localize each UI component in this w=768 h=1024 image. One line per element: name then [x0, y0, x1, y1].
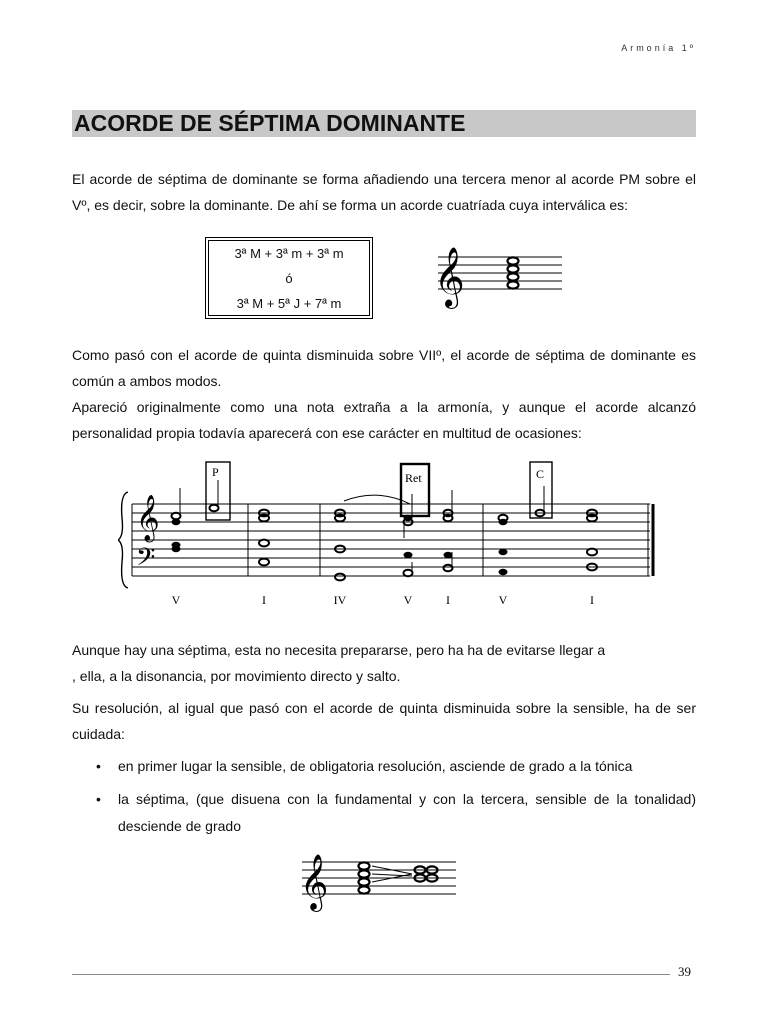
list-item: [72, 786, 696, 840]
roman-numeral: I: [590, 593, 594, 607]
treble-clef-icon: 𝄞: [136, 495, 160, 540]
bullet-icon: •: [96, 791, 101, 807]
intro-paragraph: El acorde de séptima de dominante se forma añadiendo una tercera menor al acorde PM sobre el Vº, es decir, sobre la dominante. De ahí se forma un acorde cuatríada cuya interválica es:: [72, 171, 696, 213]
resolution-list: [72, 753, 696, 846]
bullet-icon: •: [96, 758, 101, 774]
roman-numeral: I: [446, 593, 450, 607]
list-item-text: la séptima, (que disuena con la fundamental y con la tercera, sensible de la tonalidad) desciende de grado: [118, 791, 696, 834]
formula-line-2: ó: [285, 271, 293, 286]
section-title-bar: [72, 110, 696, 137]
label-c: C: [536, 467, 545, 481]
list-item-text: en primer lugar la sensible, de obligatoria resolución, asciende de grado a la tónica: [118, 758, 633, 774]
score-example: [118, 458, 658, 610]
roman-numeral: I: [262, 593, 266, 607]
page-number: 39: [678, 964, 691, 979]
bass-clef-icon: 𝄢: [136, 544, 156, 577]
treble-clef-icon: 𝄞: [300, 856, 329, 909]
list-item: [72, 753, 696, 780]
label-ret: Ret: [405, 471, 422, 485]
paragraph-origin: Apareció originalmente como una nota extraña a la armonía, y aunque el acorde alcanzó personalidad propia todavía aparecerá con ese carácter en multitud de ocasiones:: [72, 399, 696, 441]
dominant-seventh-chord-staff: [420, 238, 570, 310]
footer-divider: [72, 974, 670, 975]
roman-numeral: V: [498, 593, 508, 607]
formula-box: [205, 237, 373, 319]
roman-numeral: V: [171, 593, 181, 607]
label-p: P: [212, 465, 219, 479]
formula-line-3: 3ª M + 5ª J + 7ª m: [236, 296, 342, 311]
paragraph-preparation: [72, 637, 696, 689]
formula-line-1: 3ª M + 3ª m + 3ª m: [234, 246, 344, 261]
treble-clef-icon: 𝄞: [434, 249, 465, 306]
formula-inner: [208, 240, 370, 316]
brace-icon: [118, 492, 128, 588]
roman-numeral: IV: [333, 593, 347, 607]
section-title: ACORDE DE SÉPTIMA DOMINANTE: [74, 110, 466, 136]
paragraph-preparation-line-2: , ella, a la disonancia, por movimiento directo y salto.: [72, 668, 401, 684]
paragraph-common-modes: Como pasó con el acorde de quinta disminuida sobre VIIº, el acorde de séptima de dominante es común a ambos modos.: [72, 347, 696, 389]
resolution-staff: [296, 848, 466, 918]
paragraph-preparation-line-1: Aunque hay una séptima, esta no necesita prepararse, pero ha ha de evitarse llegar a: [72, 642, 606, 658]
running-header: Armonía 1º: [621, 43, 696, 53]
paragraph-resolution: Su resolución, al igual que pasó con el acorde de quinta disminuida sobre la sensible, ha de ser cuidada:: [72, 700, 696, 742]
roman-numeral: V: [403, 593, 413, 607]
